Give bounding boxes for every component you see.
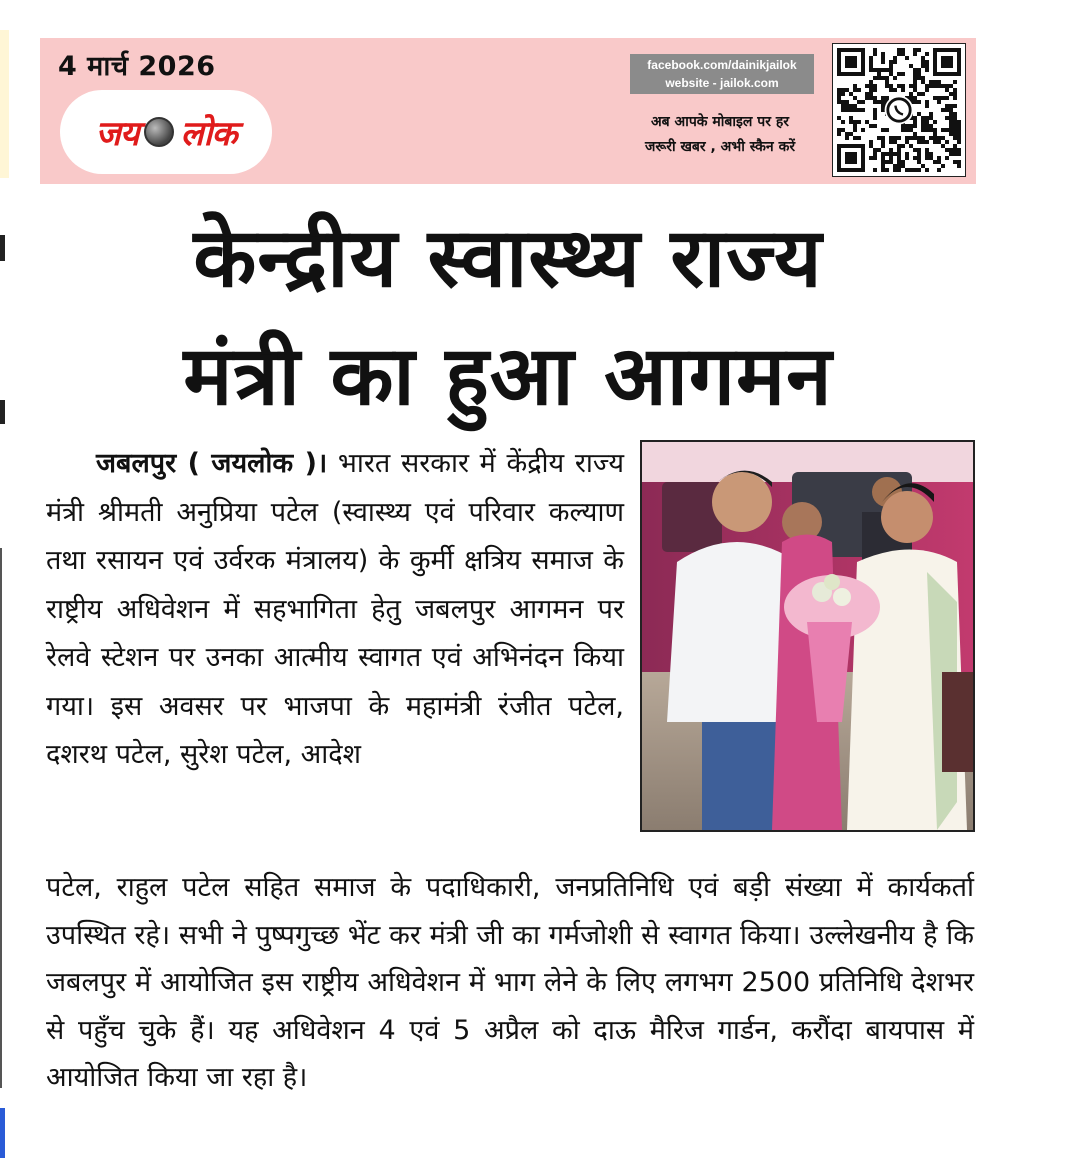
body-text-part-1: भारत सरकार में केंद्रीय राज्य मंत्री श्रीमती अनुप्रिया पटेल (स्वास्थ्य एवं परिवार कल्याण तथा रसायन एवं उर्वरक मंत्रालय) के कुर्मी क्षत्रिय समाज के राष्ट्रीय अधिवेशन में सहभागिता हेतु जबलपुर आगमन पर रेलवे स्टेशन पर उनका आत्मीय स्वागत एवं अभिनंदन किया गया। इस अवसर पर भाजपा के महामंत्री रंजीत पटेल, दशरथ पटेल, सुरेश पटेल, आदेश [46, 448, 624, 770]
globe-icon [144, 117, 174, 147]
scan-edge-highlight [0, 30, 9, 178]
article-photo [640, 440, 975, 832]
qr-code [832, 43, 966, 177]
scan-prompt [610, 110, 830, 160]
scan-edge-blue [0, 1108, 5, 1158]
dateline: जबलपुर ( जयलोक )। [96, 448, 328, 479]
headline-line-1: केन्द्रीय स्वास्थ्य राज्य [193, 211, 823, 306]
welcome-photo-illustration [642, 442, 973, 830]
scan-edge-mark [0, 235, 5, 261]
issue-date: 4 मार्च 2026 [58, 51, 216, 82]
headline-line-2: मंत्री का हुआ आगमन [183, 329, 833, 424]
newspaper-logo [60, 90, 272, 174]
facebook-link: facebook.com/dainikjailok [647, 58, 797, 72]
article-body-upper [46, 440, 624, 780]
qr-code-pattern [833, 44, 965, 176]
logo-text-right: लोक [180, 114, 237, 154]
website-link: website - jailok.com [665, 76, 779, 90]
social-links-box [630, 54, 814, 94]
scan-prompt-line-2: जरूरी खबर , अभी स्कैन करें [644, 139, 796, 155]
article-headline [40, 200, 976, 436]
scan-edge-mark [0, 400, 5, 424]
masthead-band [40, 38, 976, 184]
logo-text-left: जय [95, 114, 139, 154]
scan-edge-line [0, 548, 2, 1088]
scan-prompt-line-1: अब आपके मोबाइल पर हर [650, 114, 790, 130]
article-body-lower [46, 864, 974, 1102]
body-text-part-2: पटेल, राहुल पटेल सहित समाज के पदाधिकारी, जनप्रतिनिधि एवं बड़ी संख्या में कार्यकर्ता उपस्थित रहे। सभी ने पुष्पगुच्छ भेंट कर मंत्री जी का गर्मजोशी से स्वागत किया। उल्लेखनीय है कि जबलपुर में आयोजित इस राष्ट्रीय अधिवेशन में भाग लेने के लिए लगभग 2500 प्रतिनिधि देशभर से पहुँच चुके हैं। यह अधिवेशन 4 एवं 5 अप्रैल को दाऊ मैरिज गार्डन, करौंदा बायपास में आयोजित किया जा रहा है। [46, 872, 974, 1093]
